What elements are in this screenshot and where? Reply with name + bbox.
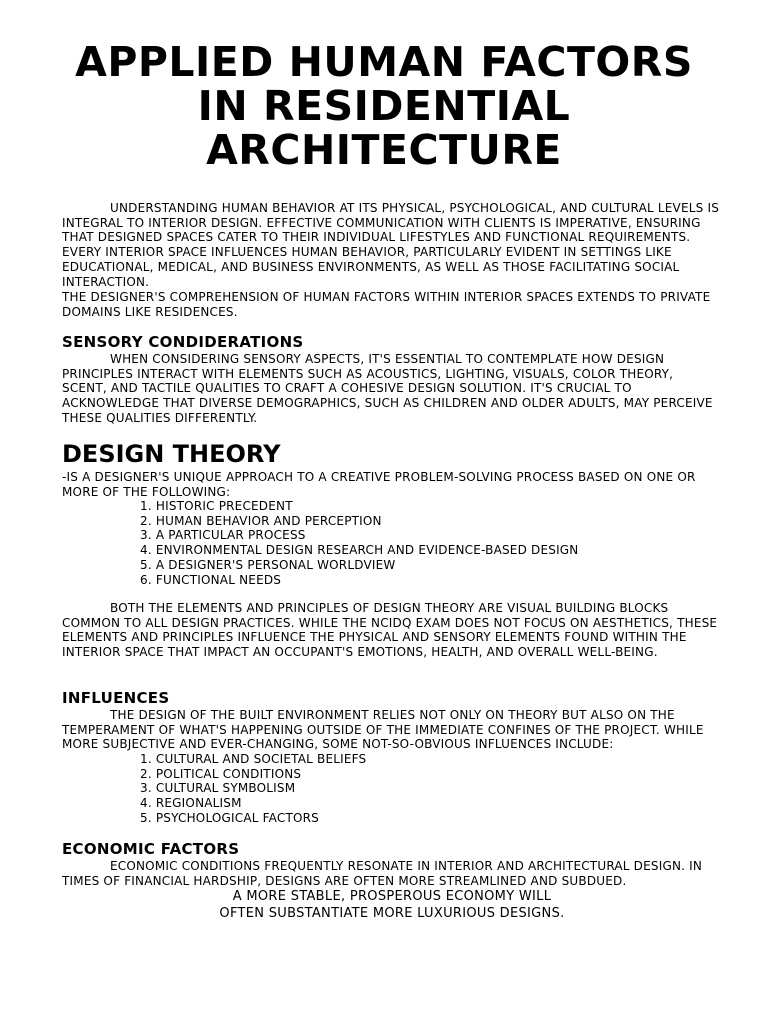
- list-item: 1. CULTURAL AND SOCIETAL BELIEFS: [140, 752, 367, 766]
- influences-list: [140, 752, 700, 826]
- influences-paragraph: THE DESIGN OF THE BUILT ENVIRONMENT RELIES NOT ONLY ON THEORY BUT ALSO ON THE TEMPERAMENT OF WHAT'S HAPPENING OUTSIDE OF THE IMMEDIATE CONFINES OF THE PROJECT. WHILE MORE SUBJECTIVE AND EVER-CHANGING, SOME NOT-SO-OBVIOUS INFLUENCES INCLUDE:: [62, 708, 704, 752]
- list-item: 2. POLITICAL CONDITIONS: [140, 766, 302, 781]
- sensory-heading: SENSORY CONDIDERATIONS: [62, 333, 304, 351]
- list-item: 5. PSYCHOLOGICAL FACTORS: [140, 810, 319, 825]
- list-item: 2. HUMAN BEHAVIOR AND PERCEPTION: [140, 513, 382, 528]
- economic-closing-line-1: A MORE STABLE, PROSPEROUS ECONOMY WILL: [232, 889, 552, 904]
- intro-paragraph: UNDERSTANDING HUMAN BEHAVIOR AT ITS PHYSICAL, PSYCHOLOGICAL, AND CULTURAL LEVELS IS INTEGRAL TO INTERIOR DESIGN. EFFECTIVE COMMUNICATION WITH CLIENTS IS IMPERATIVE, ENSURING THAT DESIGNED SPACES CATER TO THEIR INDIVIDUAL LIFESTYLES AND FUNCTIONAL REQUIREMENTS. EVERY INTERIOR SPACE INFLUENCES HUMAN BEHAVIOR, PARTICULARLY EVIDENT IN SETTINGS LIKE EDUCATIONAL, MEDICAL, AND BUSINESS ENVIRONMENTS, AS WELL AS THOSE FACILITATING SOCIAL INTERACTION.: [62, 201, 720, 289]
- list-item: 5. A DESIGNER'S PERSONAL WORLDVIEW: [140, 557, 396, 572]
- design-theory-intro: -IS A DESIGNER'S UNIQUE APPROACH TO A CREATIVE PROBLEM-SOLVING PROCESS BASED ON ONE OR MORE OF THE FOLLOWING:: [62, 470, 696, 499]
- economic-heading: ECONOMIC FACTORS: [62, 840, 240, 858]
- list-item: 6. FUNCTIONAL NEEDS: [140, 572, 282, 587]
- list-item: 3. A PARTICULAR PROCESS: [140, 528, 306, 543]
- title-line-3: ARCHITECTURE: [206, 126, 562, 174]
- list-item: 3. CULTURAL SYMBOLISM: [140, 781, 296, 796]
- title-line-1: APPLIED HUMAN FACTORS: [75, 38, 693, 86]
- list-item: 1. HISTORIC PRECEDENT: [140, 499, 293, 513]
- design-theory-paragraph: BOTH THE ELEMENTS AND PRINCIPLES OF DESIGN THEORY ARE VISUAL BUILDING BLOCKS COMMON TO ALL DESIGN PRACTICES. WHILE THE NCIDQ EXAM DOES NOT FOCUS ON AESTHETICS, THESE ELEMENTS AND PRINCIPLES INFLUENCE THE PHYSICAL AND SENSORY ELEMENTS FOUND WITHIN THE INTERIOR SPACE THAT IMPACT AN OCCUPANT'S EMOTIONS, HEALTH, AND OVERALL WELL-BEING.: [62, 601, 718, 660]
- design-theory-list: [140, 499, 700, 587]
- intro-paragraph-2: THE DESIGNER'S COMPREHENSION OF HUMAN FACTORS WITHIN INTERIOR SPACES EXTENDS TO PRIVATE DOMAINS LIKE RESIDENCES.: [62, 290, 711, 319]
- sensory-paragraph: WHEN CONSIDERING SENSORY ASPECTS, IT'S ESSENTIAL TO CONTEMPLATE HOW DESIGN PRINCIPLES INTERACT WITH ELEMENTS SUCH AS ACOUSTICS, LIGHTING, VISUALS, COLOR THEORY, SCENT, AND TACTILE QUALITIES TO CRAFT A COHESIVE DESIGN SOLUTION. IT'S CRUCIAL TO ACKNOWLEDGE THAT DIVERSE DEMOGRAPHICS, SUCH AS CHILDREN AND OLDER ADULTS, MAY PERCEIVE THESE QUALITIES DIFFERENTLY.: [62, 352, 713, 425]
- design-theory-heading: DESIGN THEORY: [62, 440, 281, 468]
- economic-paragraph: ECONOMIC CONDITIONS FREQUENTLY RESONATE IN INTERIOR AND ARCHITECTURAL DESIGN. IN TIMES OF FINANCIAL HARDSHIP, DESIGNS ARE OFTEN MORE STREAMLINED AND SUBDUED.: [62, 859, 703, 888]
- economic-closing-line-2: OFTEN SUBSTANTIATE MORE LUXURIOUS DESIGNS.: [219, 906, 565, 921]
- influences-heading: INFLUENCES: [62, 689, 170, 707]
- list-item: 4. REGIONALISM: [140, 796, 242, 811]
- title-line-2: IN RESIDENTIAL: [197, 82, 571, 130]
- page-title: [0, 40, 768, 172]
- list-item: 4. ENVIRONMENTAL DESIGN RESEARCH AND EVIDENCE-BASED DESIGN: [140, 543, 579, 558]
